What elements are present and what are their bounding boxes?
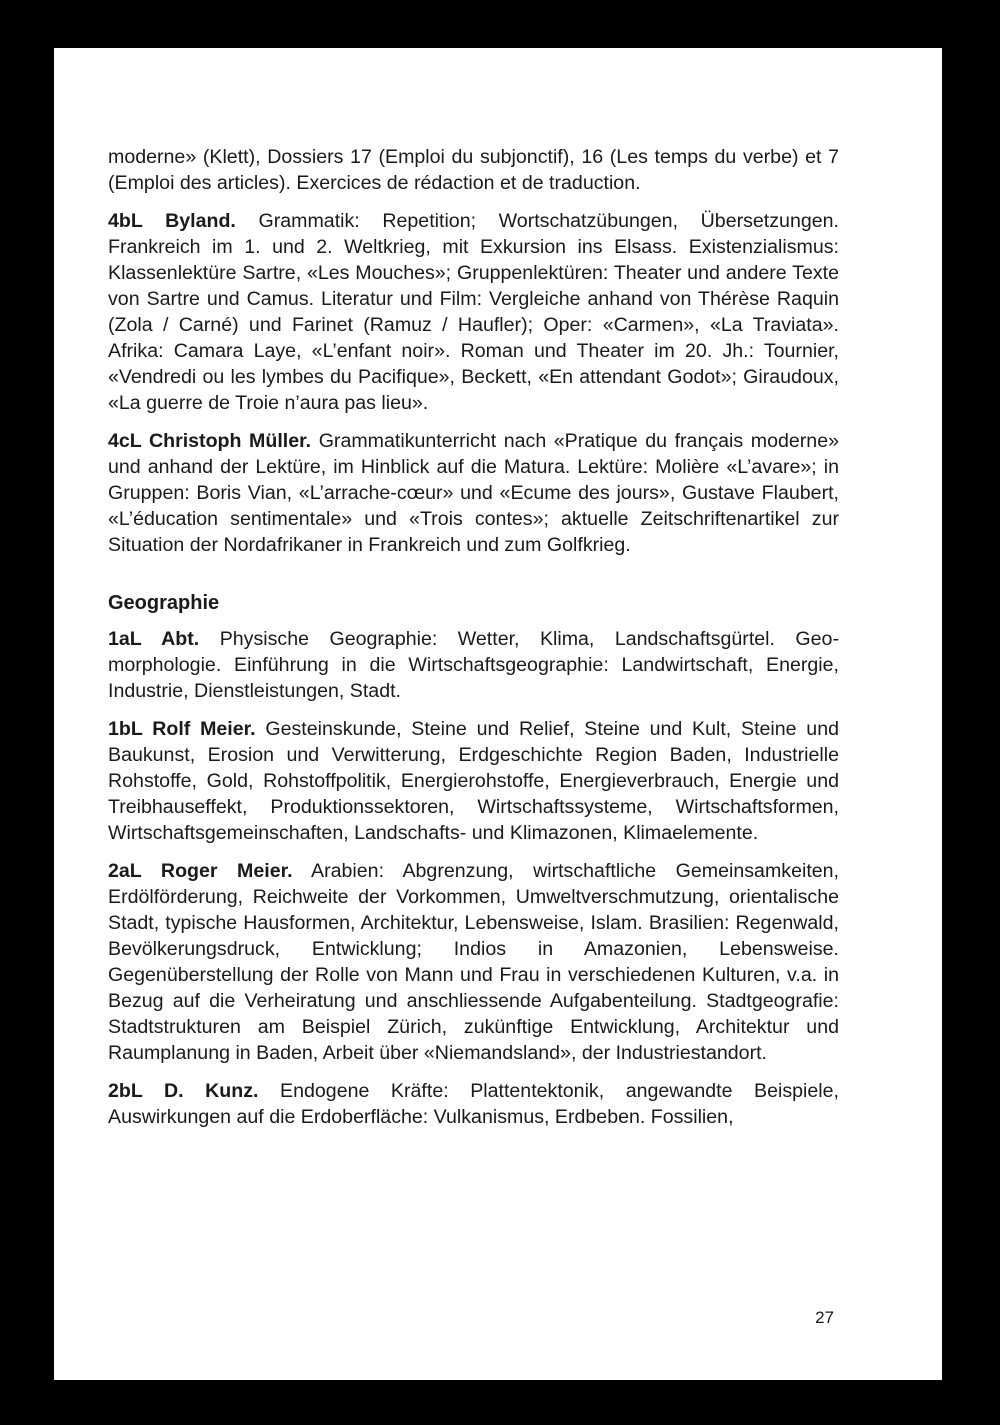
section-heading-geographie: Geographie [108, 592, 220, 614]
roger-paragraph [108, 858, 839, 1066]
kunz-text: Endogene Kräfte: Plattentektonik, angewandte Beispiele, Auswirkungen auf die Erdoberfläche: Vulkanismus, Erdbeben. Fossilien, [108, 1080, 839, 1128]
page-number: 27 [815, 1308, 834, 1327]
document-page [54, 48, 942, 1380]
roger-label: 2aL Roger Meier. [108, 860, 293, 882]
abt-text: Physische Geographie: Wetter, Klima, Landschaftsgürtel. Geomorphologie. Einführung in die Wirtschaftsgeographie: Landwirtschaft, Energie, Industrie, Dienstleistungen, Stadt. [108, 628, 839, 702]
abt-label: 1aL Abt. [108, 628, 200, 650]
intro-paragraph [108, 144, 839, 196]
mueller-paragraph [108, 428, 839, 558]
abt-paragraph [108, 626, 839, 704]
mueller-text: Grammatikunterricht nach «Pratique du français moderne» und anhand der Lektüre, im Hinblick auf die Matura. Lektüre: Molière «L’avare»; in Gruppen: Boris Vian, «L’arrache-cœur» und «Ecume des jours», Gustave Flaubert, «L’éducation sentimentale» und «Trois contes»; aktuelle Zeitschriftenartikel zur Situation der Nordafrikaner in Frankreich und zum Golfkrieg. [108, 430, 839, 556]
byland-text: Grammatik: Repetition; Wortschatzübungen, Übersetzungen. Frankreich im 1. und 2. Weltkrieg, mit Exkursion ins Elsass. Existenzialismus: Klassenlektüre Sartre, «Les Mouches»; Gruppenlektüren: Theater und andere Texte von Sartre und Camus. Literatur und Film: Vergleiche anhand von Thérèse Raquin (Zola / Carné) und Farinet (Ramuz / Haufler); Oper: «Carmen», «La Traviata». Afrika: Camara Laye, «L’enfant noir». Roman und Theater im 20. Jh.: Tournier, «Vendredi ou les lymbes du Pacifique», Beckett, «En attendant Godot»; Giraudoux, «La guerre de Troie n’aura pas lieu». [108, 210, 839, 414]
roger-text: Arabien: Abgrenzung, wirtschaftliche Gemeinsamkeiten, Erdölförderung, Reichweite der Vorkommen, Umweltverschmutzung, orientalische Stadt, typische Hausformen, Architektur, Lebensweise, Islam. Brasilien: Regenwald, Bevölkerungsdruck, Entwicklung; Indios in Amazonien, Lebensweise. Gegenüberstellung der Rolle von Mann und Frau in verschiedenen Kulturen, v.a. in Bezug auf die Verheiratung und anschliessende Aufgabenteilung. Stadtgeografie: Stadtstrukturen am Beispiel Zürich, zukünftige Entwicklung, Architektur und Raumplanung in Baden, Arbeit über «Niemandsland», der Industriestandort. [108, 860, 840, 1064]
kunz-paragraph [108, 1078, 839, 1130]
rolf-text: Gesteinskunde, Steine und Relief, Steine und Kult, Steine und Baukunst, Erosion und Verwitterung, Erdgeschichte Region Baden, Industrielle Rohstoffe, Gold, Rohstoffpolitik, Energierohstoffe, Energieverbrauch, Energie und Treibhauseffekt, Produktionssektoren, Wirtschaftssysteme, Wirtschaftsformen, Wirtschaftsgemeinschaften, Landschafts- und Klimazonen, Klimaelemente. [108, 718, 839, 844]
mueller-label: 4cL Christoph Müller. [108, 430, 312, 452]
kunz-label: 2bL D. Kunz. [108, 1080, 259, 1102]
page-content [108, 144, 839, 1142]
byland-paragraph [108, 208, 839, 416]
rolf-label: 1bL Rolf Meier. [108, 718, 256, 740]
byland-label: 4bL Byland. [108, 210, 236, 232]
rolf-paragraph [108, 716, 839, 846]
intro-text: moderne» (Klett), Dossiers 17 (Emploi du subjonctif), 16 (Les temps du verbe) et 7 (Emploi des articles). Exercices de rédaction et de traduction. [108, 146, 839, 194]
